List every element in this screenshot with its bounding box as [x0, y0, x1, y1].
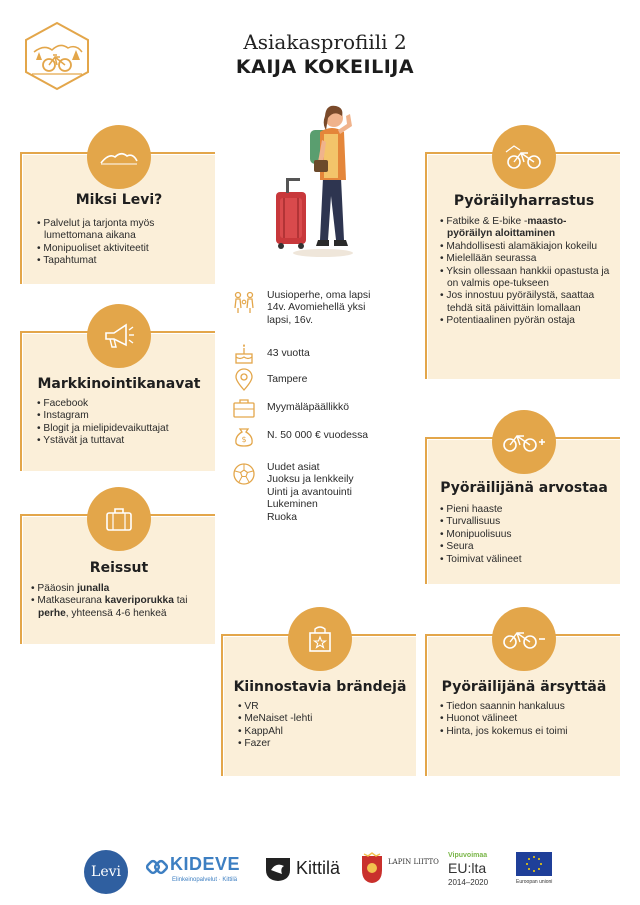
card-title: Pyöräilyharrastus — [453, 193, 595, 209]
list-item: • Pääosin junalla — [31, 583, 213, 595]
levi-logo: Levi — [84, 850, 128, 894]
card-list — [238, 701, 408, 751]
footer-logos — [0, 838, 640, 898]
bird-crest-icon — [264, 854, 292, 882]
eu-stars-icon — [516, 852, 552, 876]
card-title: Markkinointikanavat — [37, 376, 201, 392]
list-item: • VR — [238, 701, 408, 713]
chain-link-icon — [146, 856, 168, 878]
coat-of-arms-icon — [360, 852, 384, 884]
card-arvostaa — [428, 440, 620, 584]
location-pin-icon — [232, 368, 256, 392]
info-hobbies — [232, 462, 354, 524]
list-item: • Toimivat välineet — [440, 554, 610, 566]
mountain-icon — [87, 125, 151, 189]
page-title: KAIJA KOKEILIJA — [235, 56, 415, 78]
list-item: • Facebook — [37, 398, 211, 410]
info-text: Tampere — [267, 374, 308, 385]
card-reissut — [23, 517, 215, 644]
list-item: • Hinta, jos kokemus ei toimi — [440, 726, 612, 738]
list-item: • Matkaseurana kaveriporukka tai perhe, yhteensä 4-6 henkeä — [31, 595, 213, 620]
cake-icon — [232, 342, 256, 366]
card-brandit — [224, 637, 416, 776]
info-family — [232, 290, 370, 327]
briefcase-icon — [232, 396, 256, 420]
card-title: Pyöräilijänä ärsyttää — [441, 679, 607, 695]
list-item: • Monipuolisuus — [440, 529, 610, 541]
bike-minus-icon — [492, 607, 556, 671]
kittila-logo: Kittilä — [264, 854, 354, 886]
traveler-illustration — [268, 100, 368, 260]
page-subtitle: Asiakasprofiili 2 — [243, 30, 407, 54]
money-bag-icon — [232, 424, 256, 448]
card-list — [440, 504, 610, 566]
list-item: • Instagram — [37, 410, 211, 422]
card-list — [440, 701, 612, 738]
mountain-bike-icon — [492, 125, 556, 189]
logo-hexagon-bike-icon — [22, 20, 92, 92]
list-item: • Monipuoliset aktiviteetit — [37, 243, 207, 255]
card-miksi-levi — [23, 155, 215, 284]
list-item: • Ystävät ja tuttavat — [37, 435, 211, 447]
shopping-bag-icon — [288, 607, 352, 671]
eu-flag-logo: Euroopan unioni — [516, 852, 560, 892]
list-item: • Seura — [440, 541, 610, 553]
card-title: Pyöräilijänä arvostaa — [440, 480, 608, 496]
card-list — [31, 583, 213, 620]
list-item: • Pieni haaste — [440, 504, 610, 516]
info-text: 43 vuotta — [267, 348, 310, 359]
info-income — [232, 424, 368, 448]
list-item: • Palvelut ja tarjonta myös lumettomana aikana — [37, 218, 207, 243]
card-list — [37, 218, 207, 268]
info-age — [232, 342, 310, 366]
list-item: • Turvallisuus — [440, 516, 610, 528]
info-job — [232, 396, 349, 420]
list-item: • Mielellään seurassa — [440, 253, 610, 265]
list-item: • Tapahtumat — [37, 255, 207, 267]
card-list — [37, 398, 211, 448]
list-item: • KappAhl — [238, 726, 408, 738]
svg-text:$: $ — [241, 435, 247, 444]
list-item: • Jos innostuu pyöräilystä, saattaa tehdä sitä päivittäin lomallaan — [440, 290, 610, 315]
list-item: • Fazer — [238, 738, 408, 750]
list-item: • Potentiaalinen pyörän ostaja — [440, 315, 610, 327]
list-item: • MeNaiset -lehti — [238, 713, 408, 725]
card-list — [440, 216, 610, 328]
list-item: • Huonot välineet — [440, 713, 612, 725]
list-item: • Fatbike & E-bike -maasto-pyöräilyn aloittaminen — [440, 216, 610, 241]
list-item: • Blogit ja mielipidevaikuttajat — [37, 423, 211, 435]
card-arsyttaa — [428, 637, 620, 776]
family-icon — [232, 290, 256, 314]
lapin-liitto-logo: LAPIN LIITTO — [360, 852, 440, 888]
info-text: Myymäläpäällikkö — [267, 402, 349, 413]
card-markkinointikanavat — [23, 334, 215, 471]
card-title: Reissut — [89, 560, 149, 576]
info-text: Uusioperhe, oma lapsi 14v. Avomiehellä yksi lapsi, 16v. — [267, 290, 371, 326]
list-item: • Mahdollisesti alamäkiajon kokeilu — [440, 241, 610, 253]
vipuvoimaa-logo: Vipuvoimaa EU:lta 2014–2020 — [448, 852, 489, 887]
kideve-logo: KIDEVE Elinkeinopalvelut · Kittilä — [146, 854, 256, 890]
ball-icon — [232, 462, 256, 486]
card-pyorailyharrastus — [428, 155, 620, 379]
info-text: Uudet asiat Juoksu ja lenkkeily Uinti ja avantouinti Lukeminen Ruoka — [267, 462, 354, 523]
info-city — [232, 368, 307, 392]
card-title: Miksi Levi? — [75, 192, 163, 208]
list-item: • Yksin ollessaan hankkii opastusta ja on valmis ope-tukseen — [440, 266, 610, 291]
card-title: Kiinnostavia brändejä — [233, 679, 407, 695]
header — [180, 30, 470, 78]
suitcase-icon — [87, 487, 151, 551]
bike-plus-icon — [492, 410, 556, 474]
megaphone-icon — [87, 304, 151, 368]
info-text: N. 50 000 € vuodessa — [267, 430, 369, 441]
list-item: • Tiedon saannin hankaluus — [440, 701, 612, 713]
